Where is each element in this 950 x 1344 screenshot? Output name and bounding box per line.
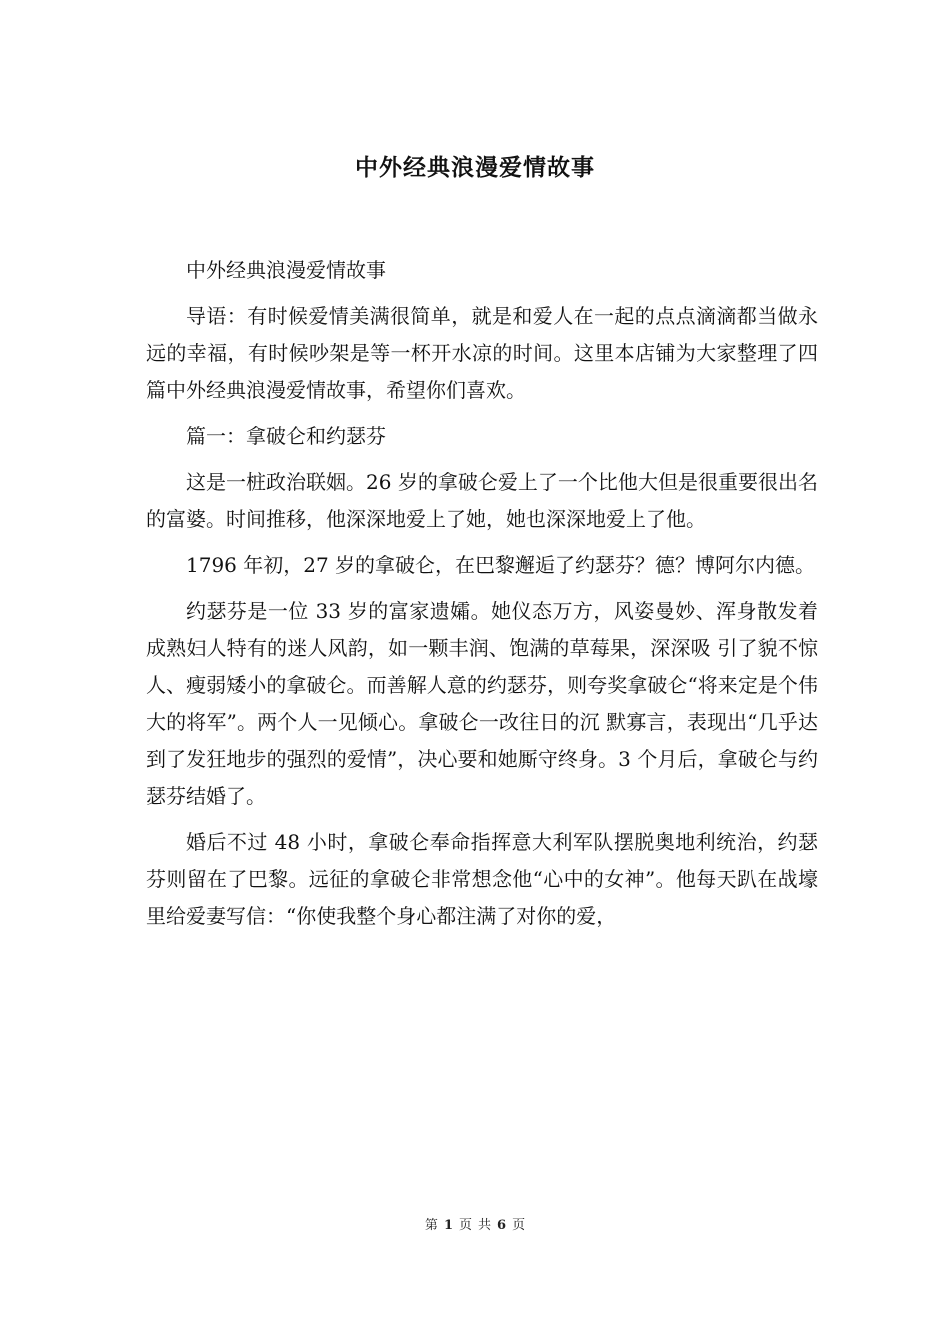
footer-current-page: 1 (443, 1218, 453, 1233)
footer-prefix: 第 (424, 1218, 438, 1233)
paragraph-body: 1796 年初，27 岁的拿破仑，在巴黎邂逅了约瑟芬？德？博阿尔内德。 (186, 553, 816, 577)
footer-total-pages: 6 (497, 1218, 507, 1233)
paragraph-body: 约瑟芬是一位 33 岁的富家遗孀。她仪态万方，风姿曼妙、浑身散发着成熟妇人特有的迷人风韵，如一颗丰润、饱满的草莓果，深深吸 引了貌不惊人、瘦弱矮小的拿破仑。而善解人意的约瑟芬，则夸奖拿破仑“将来定是个伟大的将军”。两个人一见倾心。拿破仑一改往日的沉 默寡言，表现出“几乎达到了发狂地步的强烈的爱情”，决心要和她厮守终身。3 个月后，拿破仑与约瑟芬结婚了。 (146, 599, 818, 808)
paragraph-section-heading: 篇一：拿破仑和约瑟芬 (186, 424, 386, 448)
paragraph-intro: 导语：有时候爱情美满很简单，就是和爱人在一起的点点滴滴都当做永远的幸福，有时候吵架是等一杯开水凉的时间。这里本店铺为大家整理了四篇中外经典浪漫爱情故事，希望你们喜欢。 (146, 304, 818, 402)
paragraph-body: 这是一桩政治联姻。26 岁的拿破仑爱上了一个比他大但是很重要很出名的富婆。时间推移，他深深地爱上了她，她也深深地爱上了他。 (146, 470, 818, 531)
paragraph-subtitle: 中外经典浪漫爱情故事 (186, 258, 386, 282)
page-footer (0, 1216, 950, 1236)
footer-suffix: 页 (512, 1218, 526, 1233)
document-title: 中外经典浪漫爱情故事 (355, 154, 595, 181)
footer-total-word: 共 (478, 1218, 492, 1233)
paragraph-body: 婚后不过 48 小时，拿破仑奉命指挥意大利军队摆脱奥地利统治，约瑟芬则留在了巴黎。远征的拿破仑非常想念他“心中的女神”。他每天趴在战壕里给爱妻写信：“你使我整个身心都注满了对你的爱， (146, 830, 818, 928)
footer-page-word: 页 (458, 1218, 472, 1233)
document-body (146, 252, 818, 944)
